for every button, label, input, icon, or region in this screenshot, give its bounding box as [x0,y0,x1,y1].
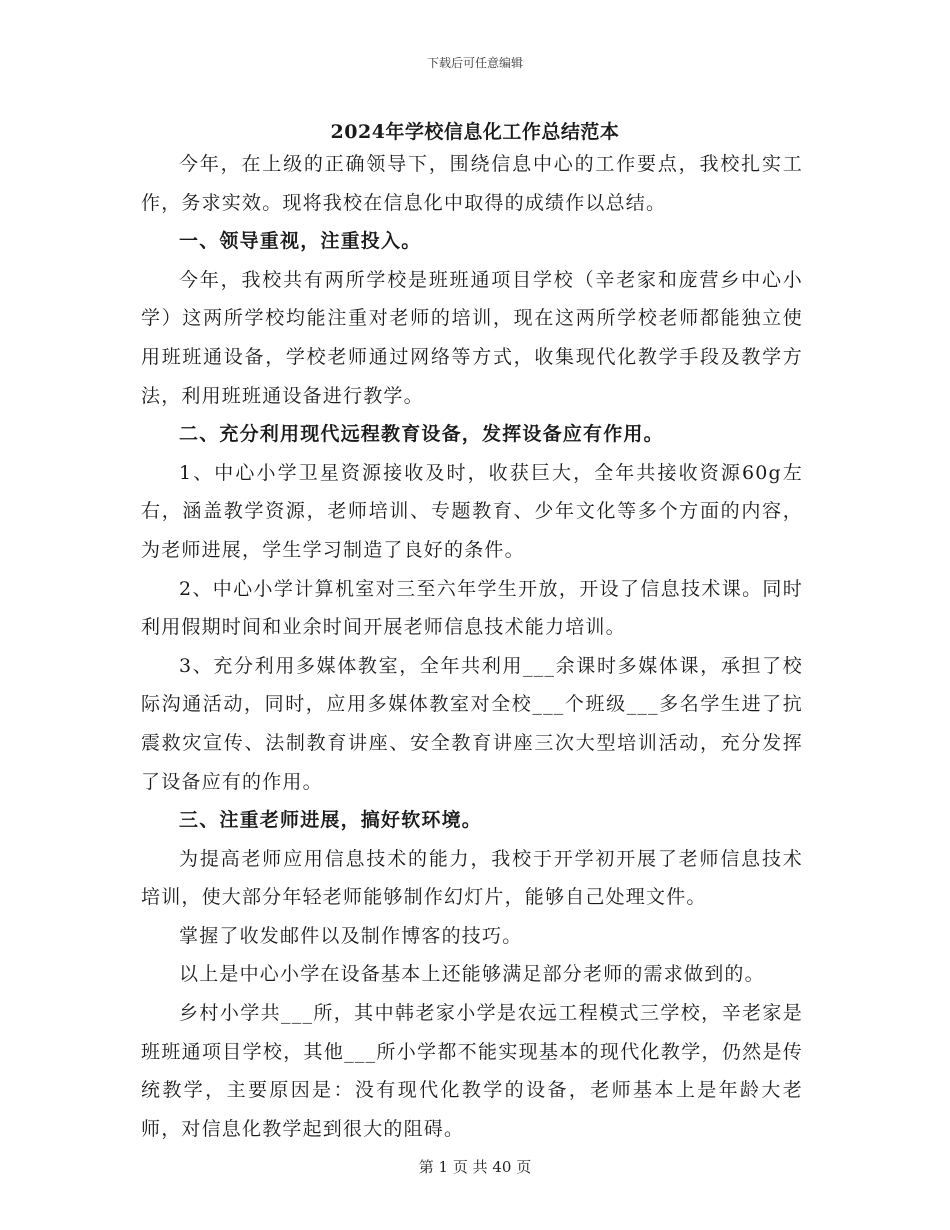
paragraph-skills: 掌握了收发邮件以及制作博客的技巧。 [179,924,523,947]
section-heading-1: 一、领导重视，注重投入。 [179,230,422,253]
paragraph-item-1: 1、中心小学卫星资源接收及时，收获巨大，全年共接收资源60g左右，涵盖教学资源，老师培训、专题教育、少年文化等多个方面的内容，为老师进展，学生学习制造了良好的条件。 [141,461,803,561]
paragraph-rural-schools: 乡村小学共___所，其中韩老家小学是农远工程模式三学校，辛老家是班班通项目学校，其他___所小学都不能实现基本的现代化教学，仍然是传统教学，主要原因是：没有现代化教学的设备，老师基本上是年龄大老师，对信息化教学起到很大的阻碍。 [141,1002,803,1140]
paragraph-section-1: 今年，我校共有两所学校是班班通项目学校（辛老家和庞营乡中心小学）这两所学校均能注重对老师的培训，现在这两所学校老师都能独立使用班班通设备，学校老师通过网络等方式，收集现代化教学手段及教学方法，利用班班通设备进行教学。 [141,268,803,407]
paragraph-item-3: 3、充分利用多媒体教室，全年共利用___余课时多媒体课，承担了校际沟通活动，同时，应用多媒体教室对全校___个班级___多名学生进了抗震救灾宣传、法制教育讲座、安全教育讲座三次大型培训活动，充分发挥了设备应有的作用。 [141,654,803,793]
document-body [141,145,803,1148]
paragraph-summary: 以上是中心小学在设备基本上还能够满足部分老师的需求做到的。 [179,963,765,986]
document-title: 2024年学校信息化工作总结范本 [330,121,620,143]
page-number: 第 1 页 共 40 页 [418,1158,532,1176]
page-header-note: 下载后可任意编辑 [426,56,523,70]
section-heading-2: 二、充分利用现代远程教育设备，发挥设备应有作用。 [179,423,664,446]
paragraph-section-3: 为提高老师应用信息技术的能力，我校于开学初开展了老师信息技术培训，使大部分年轻老师能够制作幻灯片，能够自己处理文件。 [141,847,803,909]
paragraph-item-2: 2、中心小学计算机室对三至六年学生开放，开设了信息技术课。同时利用假期时间和业余时间开展老师信息技术能力培训。 [141,577,803,639]
paragraph-intro: 今年，在上级的正确领导下，围绕信息中心的工作要点，我校扎实工作，务求实效。现将我校在信息化中取得的成绩作以总结。 [141,153,803,214]
section-heading-3: 三、注重老师进展，搞好软环境。 [179,809,483,832]
